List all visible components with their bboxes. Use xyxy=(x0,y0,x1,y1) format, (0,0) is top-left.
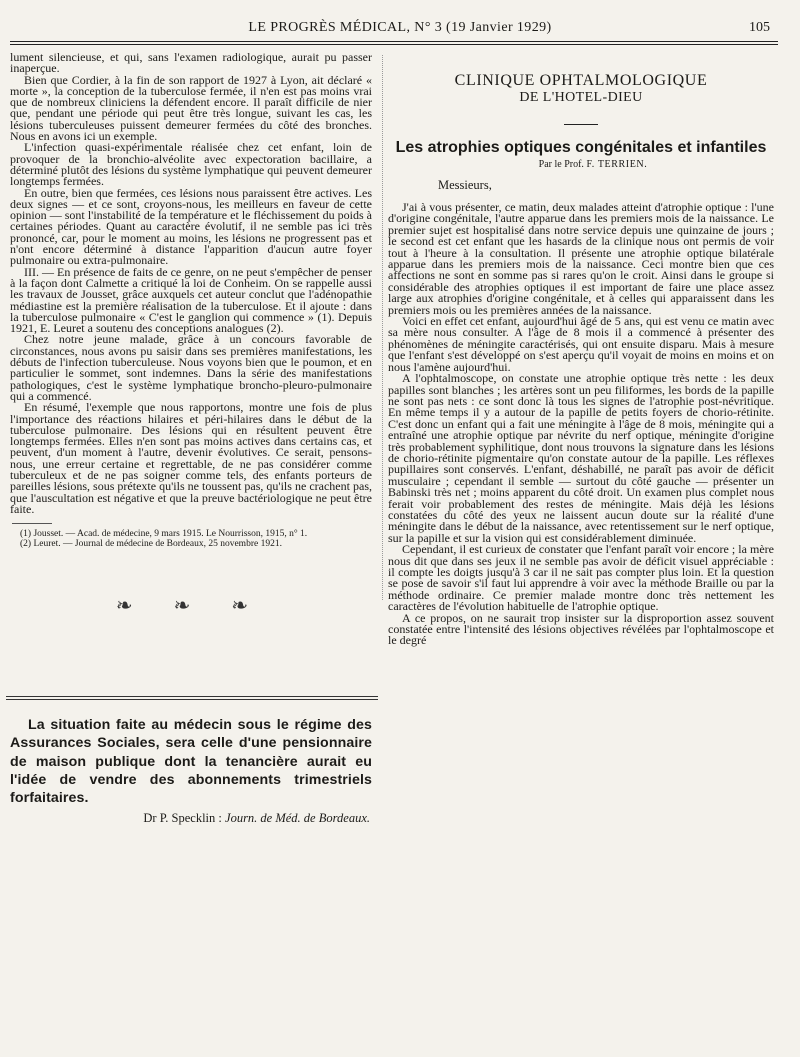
right-column xyxy=(388,72,774,647)
left-paragraph: Bien que Cordier, à la fin de son rapport de 1927 à Lyon, ait déclaré « morte », la conception de la tuberculose fermée, il n'en est pas moins vrai que de nombreux cliniciens la défendent encore. Il paraît difficile de nier que, pendant une période qui peut être très longue, suivant les cas, les lésions tuberculeuses puissent demeurer fermées du côté des bronches. Nous en avons ici un exemple. xyxy=(10,72,372,144)
left-paragraph: L'infection quasi-expérimentale réalisée chez cet enfant, loin de provoquer de la bronchio-alvéolite avec expectoration bacillaire, a déterminé plutôt des lésions du système lymphatique qui peuvent demeurer longtemps fermées. xyxy=(10,140,372,189)
notice-signature xyxy=(10,811,372,826)
notice-author: Dr P. Specklin : xyxy=(143,811,222,826)
column-divider xyxy=(382,55,383,600)
notice-text: La situation faite au médecin sous le régime des Assurances Sociales, sera celle d'une pensionnaire de maison publique dont la tenancière aurait eu l'idée de vendre des abonnements trimestriels forfaitaires. xyxy=(10,717,372,806)
header-double-rule xyxy=(10,41,778,45)
section-title: CLINIQUE OPHTALMOLOGIQUE xyxy=(454,72,708,89)
left-paragraph: III. — En présence de faits de ce genre, on ne peut s'empêcher de penser à la façon dont Calmette a critiqué la loi de Conheim. On se rappelle aussi les travaux de Jousset, grâce auxquels cet auteur conclut que l'adénopathie médiastine est la première réalisation de la tuberculose. Et il ajoute : dans la tuberculose pulmonaire « C'est le ganglion qui commence » (1). Depuis 1921, E. Leuret a soutenu des conceptions analogues (2). xyxy=(10,264,372,336)
running-head xyxy=(0,20,800,38)
page-number: 105 xyxy=(749,20,770,35)
salutation: Messieurs, xyxy=(438,178,492,192)
left-column xyxy=(10,52,372,826)
footnote: (2) Leuret. — Journal de médecine de Bordeaux, 25 novembre 1921. xyxy=(20,539,282,550)
right-paragraph: Cependant, il est curieux de constater que l'enfant paraît voir encore ; la mère nous dit que dans ses jeux il ne semble pas avoir de déficit visuel appréciable : il compte les doigts jusqu'à 3 car il ne sait pas compter plus loin. Et la question se pose de savoir s'il faut lui apprendre à voir avec la méthode Braille ou par la méthode ordinaire. Ce premier malade montre donc très nettement les caractères de l'évolution habituelle de l'atrophie optique. xyxy=(388,542,774,614)
byline xyxy=(388,159,774,170)
right-paragraph: Voici en effet cet enfant, aujourd'hui âgé de 5 ans, qui est venu ce matin avec sa mère nous consulter. A l'âge de 8 mois il a commencé à présenter des phénomènes de méningite caractérisés, qui ont ensuite disparu. Mais à mesure que l'enfant s'est développé on s'est aperçu qu'il voyait de moins en moins et on nous l'amène aujourd'hui. xyxy=(388,314,774,374)
right-paragraph: A l'ophtalmoscope, on constate une atrophie optique très nette : les deux papilles sont blanches ; les artères sont un peu filiformes, les bords de la papille ne sont pas nets : ce sont donc là tous les signes de l'atrophie post-névritique. En même temps il y a autour de la papille de petits foyers de chorio-rétinite. C'est donc un enfant qui a fait une méningite à l'âge de 8 mois, méningite qui a entraîné une atrophie optique par névrite du nerf optique, méningite d'origine très probablement syphilitique, dont nous trouvons la signature dans les lésions de chorio-rétinite pigmentaire qu'on constate autour de la papille. Les réflexes pupillaires sont conservés. L'enfant, déshabillé, ne paraît pas avoir de déficit musculaire ; cependant il semble — surtout du côté gauche — présenter un Babinski très net ; moins apparent du côté droit. Un examen plus complet nous ferait voir probablement des restes de méningite. Mais déjà les lésions constatées du côté des yeux ne laissent aucun doute sur la réalité d'une méningite dans le début de la naissance, avec retentissement sur le nerf optique, sur la papille et sur la vision qui est considérablement diminuée. xyxy=(388,371,774,545)
title-rule xyxy=(564,124,598,125)
right-paragraph: J'ai à vous présenter, ce matin, deux malades atteint d'atrophie optique : l'une d'origine congénitale, l'autre apparue dans les premiers mois de la naissance. Le premier sujet est hospitalisé dans notre service depuis une quinzaine de jours ; le second est cet enfant que les hasards de la clinique nous ont permis de voir tout à l'heure à la consultation. Il présente une atrophie optique bilatérale apparue dans les premiers mois de la naissance. Ceci montre bien que ces affections ne sont en somme pas si rares qu'on le croit. Ainsi dans le groupe si considérable des atrophies optiques il est important de faire une place assez large aux atrophies d'origine congénitale, et à celles qui apparaissent dans les premiers mois ou les premières années de la naissance. xyxy=(388,200,774,317)
byline-author: F. TERRIEN. xyxy=(586,159,648,170)
left-paragraph: En résumé, l'exemple que nous rapportons, montre une fois de plus l'importance des réactions hilaires et péri-hilaires dans le début de la tuberculose pulmonaire. Des lésions qui en résultent peuvent être longtemps fermées. Elles n'en sont pas moins actives dans certains cas, et peuvent, d'un moment à l'autre, devenir évolutives. Ce serait, pensons-nous, une erreur certaine et regrettable, de ne pas considérer comme tuberculeux et de ne pas soigner comme tels, des enfants porteurs de pareilles lésions, sous prétexte qu'ils ne toussent pas, qu'ils ne crachent pas, que l'auscultation est négative et que la preuve bactériologique ne peut être faite. xyxy=(10,400,372,516)
right-paragraph: A ce propos, on ne saurait trop insister sur la disproportion assez souvent constatée entre l'intensité des lésions objectives révélées par l'ophtalmoscope et le degré xyxy=(388,610,774,648)
footnote: (1) Jousset. — Acad. de médecine, 9 mars 1915. Le Nourrisson, 1915, n° 1. xyxy=(20,529,308,540)
notice-rule xyxy=(6,696,378,700)
ornament-fleurons: ❧ ❧ ❧ xyxy=(115,595,267,618)
byline-prefix: Par le Prof. xyxy=(538,159,584,170)
notice-source: Journ. de Méd. de Bordeaux. xyxy=(225,811,370,826)
footnote-rule xyxy=(12,523,52,524)
left-paragraph: Chez notre jeune malade, grâce à un concours favorable de circonstances, nous avons pu saisir dans ses premières manifestations, les débuts de l'infection tuberculeuse. Nous voyons bien que le poumon, et en particulier le sommet, sont indemnes. Dans la série des manifestations pathologiques, c'est le système lymphatique broncho-pleuro-pulmonaire qui a commencé. xyxy=(10,332,372,403)
journal-header: LE PROGRÈS MÉDICAL, N° 3 (19 Janvier 1929) xyxy=(248,20,552,35)
article-title: Les atrophies optiques congénitales et infantiles xyxy=(395,139,767,156)
section-subtitle: DE L'HOTEL-DIEU xyxy=(519,90,643,105)
left-paragraph: lument silencieuse, et qui, sans l'examen radiologique, aurait pu passer inaperçue. xyxy=(10,50,372,76)
left-paragraph: En outre, bien que fermées, ces lésions nous paraissent être actives. Les deux signes — et ce sont, croyons-nous, les meilleurs en faveur de cette opinion — sont l'instabilité de la température et le fléchissement du poids à certaines périodes. Quant au caractère évolutif, il ne semble pas ici très prononcé, car, pour le moment au moins, les lésions ne progressent pas et n'ont encore déterminé à distance l'apparition d'aucun autre foyer pulmonaire ou extra-pulmonaire. xyxy=(10,185,372,268)
